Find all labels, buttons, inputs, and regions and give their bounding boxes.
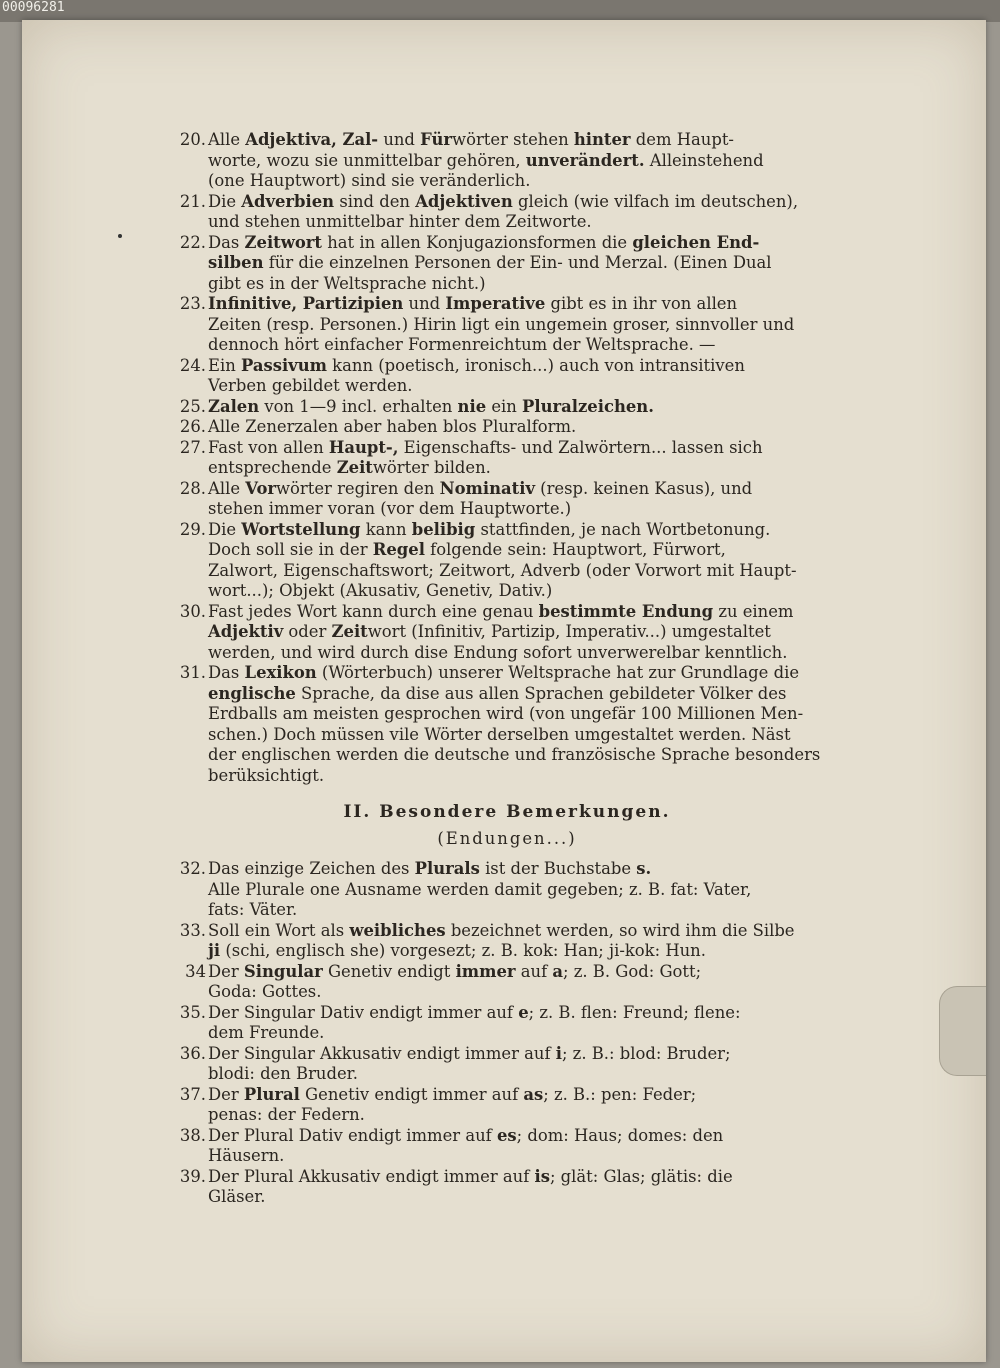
- rule-line: Goda: Gottes.: [208, 982, 322, 1001]
- catalog-stamp: 00096281: [2, 0, 65, 15]
- bold-term: belibig: [411, 519, 476, 539]
- bold-term: Adjektiv: [208, 622, 284, 641]
- rule-number: 27.: [179, 437, 206, 457]
- rule-line: Zalen von 1—9 incl. erhalten nie ein Pluralzeichen.: [208, 396, 654, 416]
- rule-line: silben für die einzelnen Personen der Ein- und Merzal. (Einen Dual: [208, 253, 772, 272]
- bold-term: ji: [208, 941, 221, 960]
- rule-line: ji (schi, englisch she) vorgesezt; z. B. kok: Han; ji-kok: Hun.: [208, 941, 706, 960]
- rule-number: 37.: [179, 1084, 206, 1104]
- rule-item: [162, 1167, 852, 1208]
- bold-term: Passivum: [240, 355, 327, 375]
- bold-term: Wortstellung: [241, 519, 361, 539]
- bold-term: i: [555, 1043, 562, 1063]
- bold-term: Plurals: [414, 859, 480, 878]
- rule-text: [208, 859, 852, 921]
- page-content: [162, 130, 852, 1208]
- rule-number: 26.: [179, 417, 206, 436]
- rule-line: Alle Vorwörter regiren den Nominativ (resp. keinen Kasus), und: [208, 478, 753, 498]
- rule-line: entsprechende Zeitwörter bilden.: [208, 458, 491, 477]
- rule-line: Der Singular Genetiv endigt immer auf a; z. B. God: Gott;: [208, 961, 702, 981]
- rule-line: und stehen unmittelbar hinter dem Zeitworte.: [208, 212, 592, 231]
- bold-term: Singular: [243, 961, 323, 981]
- rule-item: [162, 479, 852, 520]
- bold-term: immer: [455, 961, 516, 981]
- rule-line: Fast von allen Haupt-, Eigenschafts- und Zalwörtern... lassen sich: [208, 437, 763, 457]
- bold-term: e: [518, 1002, 529, 1022]
- rule-line: Das Lexikon (Wörterbuch) unserer Weltsprache hat zur Grundlage die: [208, 663, 800, 682]
- bold-term: Adverbien: [241, 191, 335, 211]
- rule-item: [162, 192, 852, 233]
- rule-item: [162, 233, 852, 295]
- bold-term: gleichen End-: [632, 232, 760, 252]
- rule-number: 30.: [179, 601, 206, 621]
- rule-item: [162, 356, 852, 397]
- bold-term: weibliches: [349, 920, 446, 940]
- rule-text: [208, 520, 852, 602]
- bold-term: Adjektiven: [415, 191, 513, 211]
- rule-item: [162, 663, 852, 786]
- rule-text: [208, 294, 852, 356]
- bold-term: Pluralzeichen.: [522, 396, 654, 416]
- rule-text: [208, 192, 852, 233]
- rule-text: [208, 1044, 852, 1085]
- rule-line: Der Singular Dativ endigt immer auf e; z. B. flen: Freund; flene:: [208, 1002, 741, 1022]
- rule-text: [208, 417, 852, 438]
- rule-text: [208, 962, 852, 1003]
- scan-top-bar: [0, 0, 1000, 22]
- bold-term: Zeit: [336, 458, 373, 477]
- rule-number: 33.: [179, 920, 206, 940]
- rule-line: dennoch hört einfacher Formenreichtum der Weltsprache. —: [208, 335, 716, 354]
- rule-text: [208, 1167, 852, 1208]
- rule-line: dem Freunde.: [208, 1023, 325, 1042]
- rule-item: [162, 397, 852, 418]
- rule-item: [162, 1085, 852, 1126]
- rule-number: 32.: [179, 859, 206, 878]
- rule-item: [162, 438, 852, 479]
- rule-number: 39.: [179, 1166, 206, 1186]
- rule-line: fats: Väter.: [208, 900, 298, 919]
- bold-term: as: [523, 1084, 544, 1104]
- rule-line: wort...); Objekt (Akusativ, Genetiv, Dativ.): [208, 581, 553, 600]
- rule-line: Erdballs am meisten gesprochen wird (von ungefär 100 Millionen Men-: [208, 704, 804, 723]
- rule-text: [208, 1003, 852, 1044]
- rule-number: 34: [185, 961, 206, 981]
- rule-text: [208, 438, 852, 479]
- rule-line: berüksichtigt.: [208, 765, 325, 785]
- rule-line: Häusern.: [208, 1146, 285, 1165]
- rule-text: [208, 479, 852, 520]
- rule-item: [162, 859, 852, 921]
- bold-term: Zeit: [331, 622, 368, 641]
- bold-term: Infinitive, Partizipien: [208, 294, 404, 313]
- document-page: [22, 20, 986, 1362]
- bold-term: Vor: [245, 478, 277, 498]
- bold-term: Adjektiva, Zal-: [245, 130, 379, 149]
- rule-item: [162, 520, 852, 602]
- rule-line: Soll ein Wort als weibliches bezeichnet werden, so wird ihm die Silbe: [208, 920, 795, 940]
- rule-number: 20.: [179, 130, 206, 149]
- rule-number: 23.: [179, 294, 206, 313]
- rule-line: penas: der Federn.: [208, 1105, 365, 1124]
- rule-number: 38.: [179, 1125, 206, 1145]
- rule-text: [208, 1126, 852, 1167]
- rule-line: stehen immer voran (vor dem Hauptworte.): [208, 499, 572, 518]
- rule-line: Alle Plurale one Ausname werden damit gegeben; z. B. fat: Vater,: [208, 879, 752, 899]
- bold-term: Zeitwort: [244, 232, 322, 252]
- bold-term: Regel: [372, 540, 425, 559]
- rule-item: [162, 602, 852, 664]
- rule-item: [162, 921, 852, 962]
- rule-item: [162, 294, 852, 356]
- rule-line: blodi: den Bruder.: [208, 1064, 358, 1083]
- bold-term: Zalen: [208, 396, 260, 416]
- bold-term: Lexikon: [244, 663, 317, 682]
- bold-term: is: [534, 1166, 550, 1186]
- rule-number: 36.: [179, 1043, 206, 1063]
- rule-line: Fast jedes Wort kann durch eine genau bestimmte Endung zu einem: [208, 601, 794, 621]
- rule-line: Gläser.: [208, 1187, 266, 1206]
- rule-line: werden, und wird durch dise Endung sofort unverwerelbar kenntlich.: [208, 642, 788, 662]
- rule-line: der englischen werden die deutsche und französische Sprache besonders: [208, 745, 821, 764]
- rule-item: [162, 1003, 852, 1044]
- rule-line: englische Sprache, da dise aus allen Sprachen gebildeter Völker des: [208, 683, 787, 703]
- bold-term: hinter: [573, 130, 631, 149]
- rule-line: Der Plural Akkusativ endigt immer auf is; glät: Glas; glätis: die: [208, 1166, 733, 1186]
- rule-line: Adjektiv oder Zeitwort (Infinitiv, Partizip, Imperativ...) umgestaltet: [208, 622, 771, 641]
- rule-line: Alle Adjektiva, Zal- und Fürwörter stehen hinter dem Haupt-: [208, 130, 734, 149]
- rule-line: Der Plural Dativ endigt immer auf es; dom: Haus; domes: den: [208, 1125, 724, 1145]
- rule-line: Doch soll sie in der Regel folgende sein: Hauptwort, Fürwort,: [208, 540, 726, 559]
- rule-line: Das einzige Zeichen des Plurals ist der Buchstabe s.: [208, 859, 652, 878]
- bold-term: a: [552, 961, 564, 981]
- bold-term: Nominativ: [439, 478, 535, 498]
- rule-line: Zalwort, Eigenschaftswort; Zeitwort, Adverb (oder Vorwort mit Haupt-: [208, 560, 797, 580]
- rule-item: [162, 130, 852, 192]
- rule-number: 22.: [179, 232, 206, 252]
- bold-term: unverändert.: [525, 150, 645, 170]
- rule-text: [208, 397, 852, 418]
- bold-term: bestimmte Endung: [538, 601, 714, 621]
- rule-text: [208, 130, 852, 192]
- rule-line: Zeiten (resp. Personen.) Hirin ligt ein ungemein groser, sinnvoller und: [208, 314, 795, 334]
- rule-number: 31.: [179, 663, 206, 682]
- rule-line: Der Plural Genetiv endigt immer auf as; z. B.: pen: Feder;: [208, 1084, 697, 1104]
- rule-text: [208, 921, 852, 962]
- rule-text: [208, 602, 852, 664]
- section-subheading: (Endungen...): [437, 828, 577, 848]
- rule-number: 24.: [179, 355, 206, 375]
- bold-term: s.: [636, 859, 652, 878]
- ink-dot: [118, 234, 122, 238]
- bold-term: nie: [457, 396, 487, 416]
- rules-list-endings: [162, 859, 852, 1208]
- rule-line: schen.) Doch müssen vile Wörter derselben umgestaltet werden. Näst: [208, 724, 791, 744]
- rule-line: Infinitive, Partizipien und Imperative gibt es in ihr von allen: [208, 294, 738, 313]
- rule-number: 21.: [179, 191, 206, 211]
- rule-line: Alle Zenerzalen aber haben blos Pluralform.: [208, 417, 577, 436]
- rule-text: [208, 356, 852, 397]
- bold-term: Imperative: [445, 294, 546, 313]
- rule-line: Ein Passivum kann (poetisch, ironisch...) auch von intransitiven: [208, 355, 745, 375]
- rule-line: Verben gebildet werden.: [208, 376, 413, 395]
- rule-number: 28.: [179, 478, 206, 498]
- bold-term: silben: [208, 253, 264, 272]
- rule-item: [162, 1126, 852, 1167]
- rule-line: (one Hauptwort) sind sie veränderlich.: [208, 171, 531, 190]
- rule-item: [162, 962, 852, 1003]
- rule-text: [208, 1085, 852, 1126]
- rule-line: Die Adverbien sind den Adjektiven gleich (wie vilfach im deutschen),: [208, 191, 799, 211]
- rule-text: [208, 233, 852, 295]
- section-heading: II. Besondere Bemerkungen.: [343, 802, 671, 822]
- rule-text: [208, 663, 852, 786]
- rule-item: [162, 1044, 852, 1085]
- rule-line: Die Wortstellung kann belibig stattfinden, je nach Wortbetonung.: [208, 519, 771, 539]
- binding-strip: [939, 986, 986, 1076]
- rule-number: 35.: [179, 1002, 206, 1022]
- bold-term: englische: [208, 683, 296, 703]
- rule-line: worte, wozu sie unmittelbar gehören, unverändert. Alleinstehend: [208, 150, 764, 170]
- rule-line: gibt es in der Weltsprache nicht.): [208, 273, 486, 293]
- rule-item: [162, 417, 852, 438]
- rules-list-general: [162, 130, 852, 786]
- rule-line: Das Zeitwort hat in allen Konjugazionsformen die gleichen End-: [208, 232, 760, 252]
- bold-term: Für: [420, 130, 453, 149]
- bold-term: es: [496, 1125, 517, 1145]
- bold-term: Haupt-,: [328, 437, 399, 457]
- rule-number: 25.: [179, 396, 206, 416]
- bold-term: Plural: [243, 1084, 300, 1104]
- rule-line: Der Singular Akkusativ endigt immer auf i; z. B.: blod: Bruder;: [208, 1043, 731, 1063]
- rule-number: 29.: [179, 519, 206, 539]
